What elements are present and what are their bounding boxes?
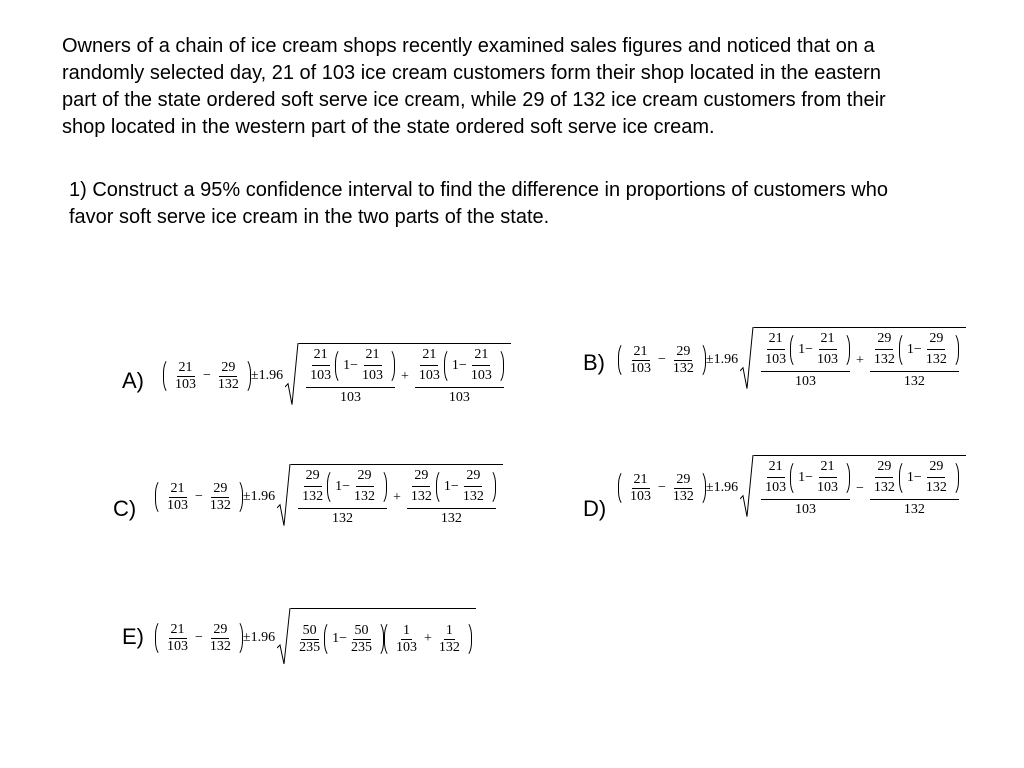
- z-multiplier: ±1.96: [705, 480, 739, 495]
- option-d-label[interactable]: D): [583, 496, 607, 521]
- math-text: 29: [927, 331, 945, 350]
- difference-term: [163, 358, 251, 394]
- math-text: 1−: [443, 479, 459, 494]
- fraction: [461, 468, 486, 506]
- parenthesized-group: [335, 347, 395, 385]
- fraction: [297, 623, 322, 656]
- math-text: 132: [209, 497, 231, 513]
- math-text: 103: [167, 497, 188, 513]
- math-text: 132: [410, 489, 432, 504]
- fraction: [763, 459, 788, 497]
- square-root: [285, 343, 511, 409]
- radical-icon: [740, 455, 754, 521]
- compound-fraction: [306, 347, 395, 407]
- fraction: [671, 344, 696, 377]
- math-text: 103: [418, 368, 440, 383]
- math-text: 29: [875, 331, 893, 350]
- fraction: [628, 472, 653, 505]
- z-multiplier: ±1.96: [705, 352, 739, 367]
- math-text: 1−: [332, 631, 347, 646]
- parenthesized-group: [324, 621, 384, 657]
- fraction: [763, 331, 788, 369]
- parenthesized-group: [384, 621, 472, 657]
- parenthesized-group: [436, 468, 496, 506]
- radical-icon: [277, 464, 291, 530]
- math-text: 103: [630, 360, 651, 376]
- fraction: [872, 331, 897, 369]
- math-text: −: [195, 489, 203, 504]
- math-text: −: [195, 630, 203, 645]
- option-a-formula[interactable]: [163, 343, 511, 409]
- difference-term: [618, 342, 706, 378]
- math-text: 29: [221, 359, 236, 375]
- math-text: 132: [354, 489, 375, 504]
- fraction: [360, 347, 385, 385]
- math-text: 132: [903, 374, 925, 389]
- numerator: [306, 347, 395, 388]
- numerator: [407, 468, 496, 509]
- math-text: 50: [302, 622, 317, 638]
- fraction: [815, 331, 840, 369]
- fraction: [409, 468, 434, 506]
- math-text: 132: [302, 489, 324, 504]
- parenthesized-group: [327, 468, 387, 506]
- math-text: −: [856, 481, 864, 496]
- math-text: 103: [167, 638, 188, 654]
- option-b-label[interactable]: B): [583, 350, 605, 375]
- math-text: +: [393, 490, 401, 505]
- math-text: 132: [672, 488, 694, 504]
- compound-fraction: [415, 347, 504, 407]
- math-text: 103: [765, 480, 787, 495]
- option-d-formula[interactable]: [618, 455, 966, 521]
- parenthesized-group: [899, 459, 959, 497]
- numerator: [761, 459, 850, 500]
- math-text: −: [658, 352, 666, 367]
- fraction: [208, 481, 233, 514]
- fraction: [308, 347, 333, 385]
- math-text: 132: [873, 480, 895, 495]
- compound-fraction: [761, 331, 850, 391]
- math-text: 103: [817, 352, 838, 367]
- math-text: 29: [464, 468, 482, 487]
- math-text: 21: [170, 621, 185, 637]
- fraction: [924, 331, 949, 369]
- math-text: 103: [630, 488, 651, 504]
- math-text: 21: [420, 347, 438, 366]
- square-root: [740, 455, 966, 521]
- math-text: 103: [175, 376, 196, 392]
- math-text: 1−: [343, 358, 358, 373]
- math-text: 21: [819, 459, 837, 478]
- numerator: [298, 468, 387, 509]
- math-text: 132: [462, 489, 484, 504]
- math-text: 1−: [798, 342, 813, 357]
- math-text: 1−: [451, 358, 467, 373]
- difference-term: [155, 620, 243, 656]
- option-c-label[interactable]: C): [113, 496, 137, 521]
- compound-fraction: [870, 331, 959, 391]
- fraction: [671, 472, 696, 505]
- parenthesized-group: [899, 331, 959, 369]
- math-text: 50: [354, 622, 369, 638]
- parenthesized-group: [444, 347, 504, 385]
- radicand: [291, 608, 476, 668]
- fraction: [352, 468, 377, 506]
- math-text: +: [856, 353, 864, 368]
- fraction: [437, 623, 462, 656]
- numerator: [870, 331, 959, 372]
- math-text: 103: [340, 390, 362, 405]
- difference-term: [155, 479, 243, 515]
- fraction: [300, 468, 325, 506]
- math-text: 29: [356, 468, 374, 487]
- fraction: [394, 623, 419, 656]
- z-multiplier: ±1.96: [242, 630, 276, 645]
- option-a-label[interactable]: A): [122, 368, 144, 393]
- math-text: 1: [403, 622, 410, 638]
- option-e-label[interactable]: E): [122, 624, 144, 649]
- fraction: [216, 360, 241, 393]
- math-text: −: [658, 480, 666, 495]
- numerator: [415, 347, 504, 388]
- fraction: [924, 459, 949, 497]
- fraction: [173, 360, 198, 393]
- math-text: 103: [795, 374, 817, 389]
- math-text: 132: [438, 639, 460, 655]
- math-text: 29: [676, 471, 691, 487]
- compound-fraction: [298, 468, 387, 528]
- math-text: 235: [351, 639, 372, 655]
- numerator: [761, 331, 850, 372]
- math-text: 103: [470, 368, 492, 383]
- question-text: 1) Construct a 95% confidence interval to find the difference in proportions of customers who favor soft serve ice cream in the two parts of the state.: [69, 179, 888, 228]
- z-multiplier: ±1.96: [250, 368, 284, 383]
- compound-fraction: [761, 459, 850, 519]
- fraction: [349, 623, 374, 656]
- math-text: 103: [310, 368, 332, 383]
- math-text: 21: [819, 331, 837, 350]
- math-text: 132: [903, 502, 925, 517]
- radicand: [754, 455, 966, 521]
- math-text: 132: [925, 480, 947, 495]
- problem-statement: Owners of a chain of ice cream shops recently examined sales figures and noticed that on a randomly selected day, 21 of 103 ice cream customers form their shop located in the eastern part of the state ordered soft serve ice cream, while 29 of 132 ice cream customers from their shop located in the western part of the state ordered soft serve ice cream.: [62, 35, 886, 138]
- math-text: 21: [472, 347, 490, 366]
- math-text: 1−: [906, 342, 922, 357]
- math-text: 132: [332, 511, 354, 526]
- option-e-formula[interactable]: [155, 608, 476, 668]
- square-root: [277, 464, 503, 530]
- math-text: 132: [672, 360, 694, 376]
- math-text: 21: [170, 480, 185, 496]
- math-text: 132: [217, 376, 239, 392]
- square-root: [740, 327, 966, 393]
- parenthesized-group: [790, 459, 850, 497]
- fraction: [872, 459, 897, 497]
- fraction: [208, 622, 233, 655]
- fraction: [815, 459, 840, 497]
- compound-fraction: [407, 468, 496, 528]
- math-text: 29: [875, 459, 893, 478]
- math-text: 103: [362, 368, 383, 383]
- square-root: [277, 608, 476, 668]
- difference-term: [618, 470, 706, 506]
- math-text: 132: [440, 511, 462, 526]
- fraction: [628, 344, 653, 377]
- radical-icon: [740, 327, 754, 393]
- math-text: 29: [412, 468, 430, 487]
- math-text: 235: [299, 639, 321, 655]
- option-b-formula[interactable]: [618, 327, 966, 393]
- math-text: 1−: [335, 479, 350, 494]
- compound-fraction: [870, 459, 959, 519]
- math-text: 29: [676, 343, 691, 359]
- math-text: 1: [445, 622, 453, 638]
- math-text: 1−: [906, 470, 922, 485]
- numerator: [870, 459, 959, 500]
- radicand: [291, 464, 503, 530]
- math-text: +: [401, 369, 409, 384]
- fraction: [165, 481, 190, 514]
- fraction: [417, 347, 442, 385]
- radicand: [299, 343, 511, 409]
- math-text: 1−: [798, 470, 813, 485]
- math-text: −: [203, 368, 211, 383]
- math-text: 21: [312, 347, 330, 366]
- math-text: 103: [817, 480, 838, 495]
- math-text: 21: [767, 459, 785, 478]
- z-multiplier: ±1.96: [242, 489, 276, 504]
- math-text: 103: [396, 639, 417, 655]
- math-text: 29: [304, 468, 322, 487]
- parenthesized-group: [790, 331, 850, 369]
- math-text: 29: [213, 621, 228, 637]
- math-text: 21: [178, 359, 193, 375]
- math-text: 103: [765, 352, 787, 367]
- math-text: +: [424, 631, 432, 646]
- fraction: [165, 622, 190, 655]
- math-text: 21: [364, 347, 382, 366]
- math-text: 21: [633, 343, 648, 359]
- math-text: 103: [795, 502, 817, 517]
- radicand: [754, 327, 966, 393]
- math-text: 132: [925, 352, 947, 367]
- option-c-formula[interactable]: [155, 464, 503, 530]
- math-text: 132: [209, 638, 231, 654]
- math-text: 132: [873, 352, 895, 367]
- fraction: [469, 347, 494, 385]
- radical-icon: [277, 608, 291, 668]
- math-text: 103: [448, 390, 470, 405]
- math-text: 21: [767, 331, 785, 350]
- radical-icon: [285, 343, 299, 409]
- math-text: 29: [927, 459, 945, 478]
- math-text: 29: [213, 480, 228, 496]
- math-text: 21: [633, 471, 648, 487]
